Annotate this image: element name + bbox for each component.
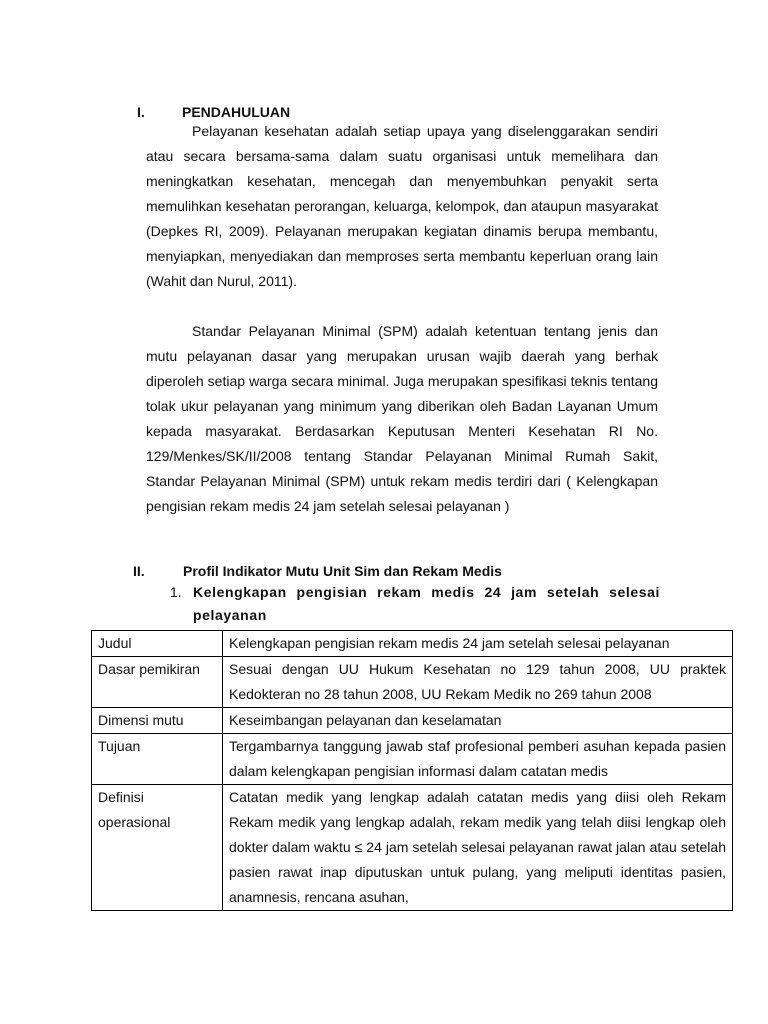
row-label-dimensi-mutu: Dimensi mutu [92,708,223,734]
indicator-item-heading [170,581,660,627]
table-row [92,631,733,657]
table-row [92,785,733,911]
section-2-number: II. [133,563,145,579]
row-value-judul: Kelengkapan pengisian rekam medis 24 jam setelah selesai pelayanan [223,631,733,657]
row-label-judul: Judul [92,631,223,657]
paragraph-pelayanan-kesehatan: Pelayanan kesehatan adalah setiap upaya yang diselenggarakan sendiri atau secara bersama-sama dalam suatu organisasi untuk memelihara dan meningkatkan kesehatan, mencegah dan menyembuhkan penyakit serta memulihkan kesehatan perorangan, keluarga, kelompok, dan ataupun masyarakat (Depkes RI, 2009). Pelayanan merupakan kegiatan dinamis berupa membantu, menyiapkan, menyediakan dan memproses serta membantu keperluan orang lain (Wahit dan Nurul, 2011). [146,123,658,289]
table-row [92,708,733,734]
section-2-heading [133,562,693,580]
row-value-definisi-operasional: Catatan medik yang lengkap adalah catatan medis yang diisi oleh Rekam Rekam medik yang lengkap adalah, rekam medik yang telah diisi lengkap oleh dokter dalam waktu ≤ 24 jam setelah selesai pelayanan rawat jalan atau setelah pasien rawat inap diputuskan untuk pulang, yang meliputi identitas pasien, anamnesis, rencana asuhan, [223,785,733,911]
table-row [92,657,733,708]
row-label-tujuan: Tujuan [92,734,223,785]
indicator-item-title: Kelengkapan pengisian rekam medis 24 jam setelah selesai pelayanan [193,584,660,623]
section-2-title: Profil Indikator Mutu Unit Sim dan Rekam Medis [183,563,502,579]
row-label-dasar-pemikiran: Dasar pemikiran [92,657,223,708]
section-1-number: I. [137,104,145,120]
row-label-definisi-operasional: Definisi operasional [92,785,223,911]
section-1-title: PENDAHULUAN [182,104,291,120]
paragraph-standar-pelayanan-minimal: Standar Pelayanan Minimal (SPM) adalah ketentuan tentang jenis dan mutu pelayanan dasar yang merupakan urusan wajib daerah yang berhak diperoleh setiap warga secara minimal. Juga merupakan spesifikasi teknis tentang tolak ukur pelayanan yang minimum yang diberikan oleh Badan Layanan Umum kepada masyarakat. Berdasarkan Keputusan Menteri Kesehatan RI No. 129/Menkes/SK/II/2008 tentang Standar Pelayanan Minimal Rumah Sakit, Standar Pelayanan Minimal (SPM) untuk rekam medis terdiri dari ( Kelengkapan pengisian rekam medis 24 jam setelah selesai pelayanan ) [146,323,658,514]
row-value-tujuan: Tergambarnya tanggung jawab staf profesional pemberi asuhan kepada pasien dalam kelengkapan pengisian informasi dalam catatan medis [223,734,733,785]
row-value-dimensi-mutu: Keseimbangan pelayanan dan keselamatan [223,708,733,734]
row-value-dasar-pemikiran: Sesuai dengan UU Hukum Kesehatan no 129 tahun 2008, UU praktek Kedokteran no 28 tahun 2008, UU Rekam Medik no 269 tahun 2008 [223,657,733,708]
table-row [92,734,733,785]
indicator-item-number: 1. [170,584,182,600]
indicator-profile-table [91,630,733,911]
